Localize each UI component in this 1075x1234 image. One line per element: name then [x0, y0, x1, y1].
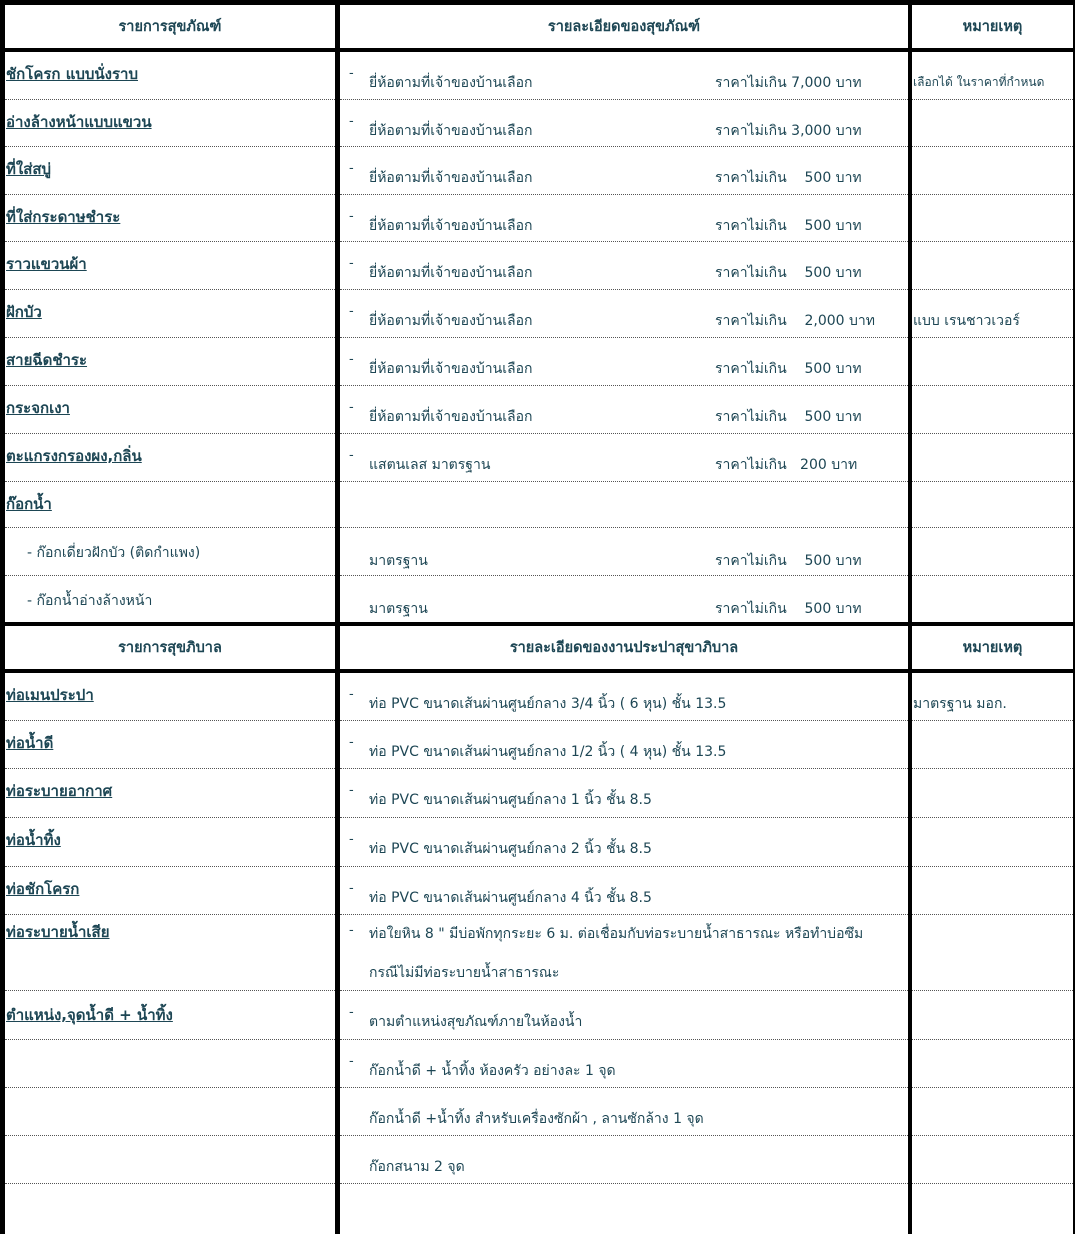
sanitary-name: ท่อระบายอากาศ [6, 782, 113, 800]
table-row [340, 721, 908, 769]
bullet-dash: - [349, 400, 354, 415]
sanitary-name: ท่อระบายน้ำเสีย [6, 923, 110, 941]
fixtures-header-remark-label: หมายเหตุ [962, 19, 1023, 35]
bullet-dash: - [349, 832, 354, 847]
sanitary-remark-column [912, 673, 1073, 1234]
table-row [5, 434, 335, 482]
table-row [5, 338, 335, 386]
table-row [912, 867, 1073, 915]
table-row [912, 528, 1073, 576]
bullet-dash: - [349, 1005, 354, 1020]
fixture-desc: ยี่ห้อตามที่เจ้าของบ้านเลือก [369, 313, 533, 329]
fixture-name: ตะแกรงกรองผง,กลิ่น [6, 447, 142, 465]
sanitary-item-column [5, 673, 335, 1234]
table-row [5, 195, 335, 242]
fixture-price: ราคาไม่เกิน 500 บาท [715, 265, 862, 281]
table-row [912, 52, 1073, 100]
fixture-desc: แสตนเลส มาตรฐาน [369, 457, 491, 473]
table-row [5, 818, 335, 867]
fixture-desc: มาตรฐาน [369, 601, 428, 617]
table-row [912, 386, 1073, 434]
sanitary-desc: ท่อ PVC ขนาดเส้นผ่านศูนย์กลาง 1/2 นิ้ว ( 4 หุน) ชั้น 13.5 [369, 744, 727, 760]
sanitary-name: ท่อเมนประปา [6, 686, 94, 704]
fixture-name: สายฉีดชำระ [6, 351, 88, 369]
table-row [912, 338, 1073, 386]
sanitary-desc: ท่อ PVC ขนาดเส้นผ่านศูนย์กลาง 4 นิ้ว ชั้น 8.5 [369, 890, 652, 906]
fixture-desc: ยี่ห้อตามที่เจ้าของบ้านเลือก [369, 265, 533, 281]
sanitary-desc: ท่อ PVC ขนาดเส้นผ่านศูนย์กลาง 1 นิ้ว ชั้น 8.5 [369, 792, 652, 808]
table-row [340, 769, 908, 818]
table-row [340, 147, 908, 195]
fixture-desc: ยี่ห้อตามที่เจ้าของบ้านเลือก [369, 409, 533, 425]
sanitary-header-detail-label: รายละเอียดของงานประปาสุขาภิบาล [509, 640, 739, 656]
table-row [340, 338, 908, 386]
table-row [5, 1088, 335, 1136]
bullet-dash: - [349, 735, 354, 750]
sanitary-desc: ท่อใยหิน 8 " มีบ่อพักทุกระยะ 6 ม. ต่อเชื่อมกับท่อระบายน้ำสาธารณะ หรือทำบ่อซึม [369, 926, 864, 942]
table-row [340, 576, 908, 622]
table-row [340, 867, 908, 915]
table-row [5, 528, 335, 576]
table-row [5, 673, 335, 721]
table-row [5, 482, 335, 528]
sanitary-header-item-label: รายการสุขภิบาล [118, 640, 222, 656]
fixtures-detail-column [340, 52, 908, 622]
fixture-desc: มาตรฐาน [369, 553, 428, 569]
bullet-dash: - [349, 114, 354, 129]
fixture-subitem: - ก๊อกน้ำอ่างล้างหน้า [27, 593, 153, 609]
table-row [5, 769, 335, 818]
table-row [5, 100, 335, 147]
fixtures-header-detail-label: รายละเอียดของสุขภัณฑ์ [547, 19, 701, 35]
fixture-price: ราคาไม่เกิน 2,000 บาท [715, 313, 876, 329]
fixture-price: ราคาไม่เกิน 500 บาท [715, 553, 862, 569]
fixture-name: ราวแขวนผ้า [6, 255, 87, 273]
table-row [912, 482, 1073, 528]
sanitary-header-remark-label: หมายเหตุ [962, 640, 1023, 656]
bullet-dash: - [349, 1054, 354, 1069]
fixtures-header-item-label: รายการสุขภัณฑ์ [118, 19, 222, 35]
sanitary-desc: ตามตำแหน่งสุขภัณฑ์ภายในห้องน้ำ [369, 1014, 583, 1030]
table-row [340, 1040, 908, 1088]
table-row [912, 242, 1073, 290]
fixture-name: ก๊อกน้ำ [6, 495, 52, 513]
table-row [340, 195, 908, 242]
table-row [912, 434, 1073, 482]
fixture-desc: ยี่ห้อตามที่เจ้าของบ้านเลือก [369, 361, 533, 377]
table-row [340, 386, 908, 434]
sanitary-desc: ท่อ PVC ขนาดเส้นผ่านศูนย์กลาง 3/4 นิ้ว ( 6 หุน) ชั้น 13.5 [369, 696, 727, 712]
sanitary-desc: ท่อ PVC ขนาดเส้นผ่านศูนย์กลาง 2 นิ้ว ชั้น 8.5 [369, 841, 652, 857]
table-row [340, 1088, 908, 1136]
sanitary-name: ท่อน้ำทิ้ง [6, 831, 61, 849]
table-row [340, 100, 908, 147]
fixture-desc: ยี่ห้อตามที่เจ้าของบ้านเลือก [369, 75, 533, 91]
table-row [912, 915, 1073, 991]
fixture-price: ราคาไม่เกิน 500 บาท [715, 601, 862, 617]
table-row [340, 290, 908, 338]
table-row [912, 1040, 1073, 1088]
table-row [912, 147, 1073, 195]
bullet-dash: - [349, 448, 354, 463]
bullet-dash: - [349, 256, 354, 271]
fixture-price: ราคาไม่เกิน 3,000 บาท [715, 123, 862, 139]
fixture-price: ราคาไม่เกิน 7,000 บาท [715, 75, 862, 91]
fixture-price: ราคาไม่เกิน 500 บาท [715, 170, 862, 186]
sanitary-desc: ก๊อกน้ำดี + น้ำทิ้ง ห้องครัว อย่างละ 1 จุด [369, 1063, 616, 1079]
fixtures-item-column [5, 52, 335, 622]
sanitary-note: มาตรฐาน มอก. [913, 696, 1007, 712]
table-row [340, 528, 908, 576]
fixture-note: เลือกได้ ในราคาที่กำหนด [913, 75, 1045, 89]
table-row [5, 867, 335, 915]
table-row [340, 818, 908, 867]
bullet-dash: - [349, 66, 354, 81]
table-row [5, 915, 335, 991]
table-row [912, 1088, 1073, 1136]
table-row [912, 100, 1073, 147]
table-row [5, 242, 335, 290]
table-row [340, 673, 908, 721]
table-row [5, 386, 335, 434]
fixture-price: ราคาไม่เกิน 200 บาท [715, 457, 858, 473]
sanitary-header-detail [340, 626, 908, 669]
table-row [5, 1040, 335, 1088]
fixture-name: กระจกเงา [6, 399, 70, 417]
fixture-name: อ่างล้างหน้าแบบแขวน [6, 113, 152, 131]
table-row [340, 242, 908, 290]
table-row [912, 721, 1073, 769]
bullet-dash: - [349, 209, 354, 224]
table-row [912, 769, 1073, 818]
table-row [912, 673, 1073, 721]
table-row [912, 195, 1073, 242]
fixtures-header-item [5, 5, 335, 48]
sanitary-desc: ก๊อกน้ำดี +น้ำทิ้ง สำหรับเครื่องซักผ้า , ลานซักล้าง 1 จุด [369, 1111, 704, 1127]
fixture-name: ที่ใส่สบู่ [6, 160, 52, 178]
sanitary-desc-line2: กรณีไม่มีท่อระบายน้ำสาธารณะ [369, 965, 560, 981]
table-row [340, 482, 908, 528]
bullet-dash: - [349, 161, 354, 176]
table-row [340, 434, 908, 482]
table-row [5, 1136, 335, 1184]
bullet-dash: - [349, 783, 354, 798]
sanitary-name: ตำแหน่ง,จุดน้ำดี + น้ำทิ้ง [6, 1006, 173, 1024]
table-row [912, 576, 1073, 622]
fixture-name: ที่ใส่กระดาษชำระ [6, 208, 121, 226]
table-row [5, 52, 335, 100]
bullet-dash: - [349, 881, 354, 896]
bullet-dash: - [349, 352, 354, 367]
table-row [5, 147, 335, 195]
table-row [5, 290, 335, 338]
sanitary-desc: ก๊อกสนาม 2 จุด [369, 1159, 465, 1175]
fixture-name: ฝักบัว [6, 303, 42, 321]
fixtures-header-detail [340, 5, 908, 48]
table-row [912, 290, 1073, 338]
fixture-name: ชักโครก แบบนั่งราบ [6, 65, 139, 83]
sanitary-detail-column [340, 673, 908, 1234]
bullet-dash: - [349, 923, 354, 938]
sanitary-header-remark [912, 626, 1073, 669]
sanitary-header-item [5, 626, 335, 669]
fixtures-remark-column [912, 52, 1073, 622]
table-row [340, 1184, 908, 1234]
table-row [340, 915, 908, 991]
fixture-note: แบบ เรนชาวเวอร์ [913, 313, 1020, 329]
table-row [340, 1136, 908, 1184]
fixture-desc: ยี่ห้อตามที่เจ้าของบ้านเลือก [369, 170, 533, 186]
table-row [912, 1136, 1073, 1184]
table-row [5, 721, 335, 769]
fixture-price: ราคาไม่เกิน 500 บาท [715, 218, 862, 234]
table-row [340, 52, 908, 100]
fixture-desc: ยี่ห้อตามที่เจ้าของบ้านเลือก [369, 123, 533, 139]
bullet-dash: - [349, 687, 354, 702]
table-row [340, 991, 908, 1040]
fixture-desc: ยี่ห้อตามที่เจ้าของบ้านเลือก [369, 218, 533, 234]
fixture-subitem: - ก๊อกเดี่ยวฝักบัว (ติดกำแพง) [27, 545, 201, 561]
table-row [5, 991, 335, 1040]
bullet-dash: - [349, 304, 354, 319]
fixtures-header-remark [912, 5, 1073, 48]
sanitary-name: ท่อน้ำดี [6, 734, 54, 752]
table-row [5, 576, 335, 622]
table-row [912, 818, 1073, 867]
sanitary-name: ท่อชักโครก [6, 880, 80, 898]
fixture-price: ราคาไม่เกิน 500 บาท [715, 361, 862, 377]
fixture-price: ราคาไม่เกิน 500 บาท [715, 409, 862, 425]
table-row [912, 1184, 1073, 1234]
table-row [5, 1184, 335, 1234]
table-row [912, 991, 1073, 1040]
